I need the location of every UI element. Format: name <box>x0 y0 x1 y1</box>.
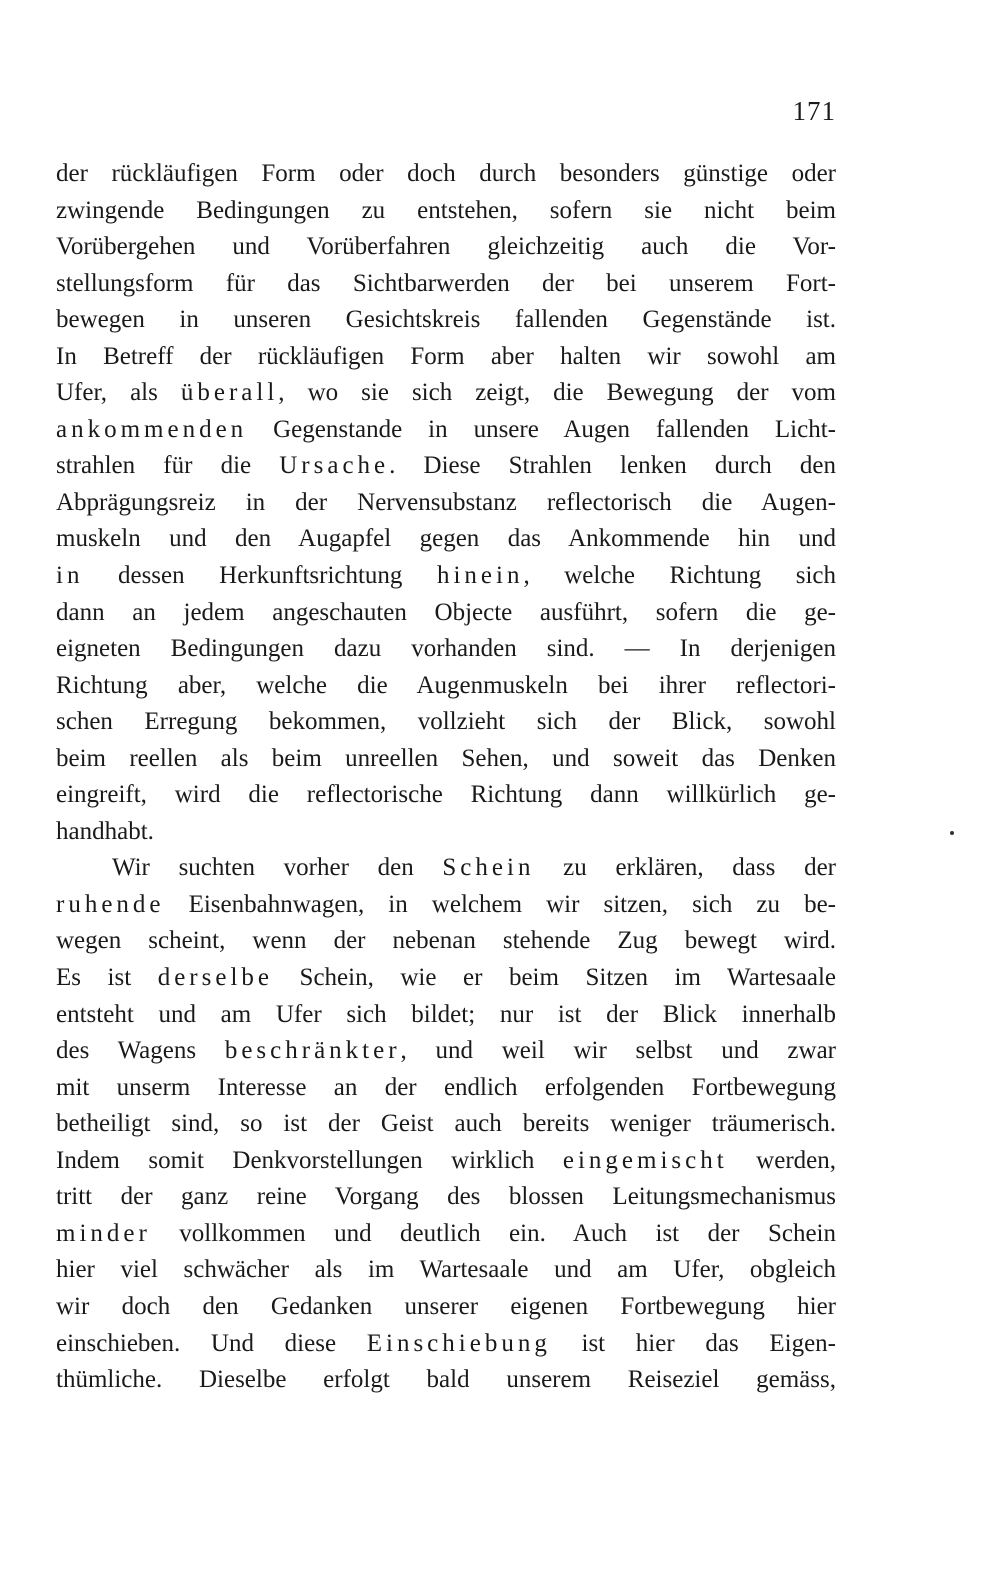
text-line <box>56 375 836 412</box>
text-segment: , und weil wir selbst und zwar <box>400 1037 836 1065</box>
text-segment: der rückläufigen Form oder doch durch besonders günstige oder <box>56 160 836 187</box>
text-segment: dessen Herkunftsrichtung <box>83 562 437 590</box>
text-line <box>56 1252 836 1289</box>
text-line <box>56 412 836 449</box>
text-line <box>56 1289 836 1326</box>
text-segment: Wir suchten vorher den <box>112 854 443 882</box>
text-line <box>56 777 836 814</box>
text-line <box>56 741 836 778</box>
text-segment: mit unserm Interesse an der endlich erfolgenden Fortbewegung <box>56 1073 836 1101</box>
text-line <box>56 887 836 924</box>
text-segment: eingreift, wird die reflectorische Richtung dann willkürlich ge- <box>56 781 836 809</box>
text-segment: bewegen in unseren Gesichtskreis fallenden Gegenstände ist. <box>56 306 836 334</box>
text-segment: Es ist <box>56 964 158 992</box>
text-line <box>56 193 836 230</box>
emphasized-text: Einschiebung <box>366 1329 551 1357</box>
emphasized-text: ruhende <box>56 890 165 918</box>
text-line <box>56 302 836 339</box>
emphasized-text: beschränkter <box>224 1037 401 1065</box>
emphasized-text: minder <box>56 1219 151 1247</box>
emphasized-text: überall <box>180 379 279 407</box>
text-segment: Abprägungsreiz in der Nervensubstanz reflectorisch die Augen- <box>56 488 836 516</box>
text-line <box>56 485 836 522</box>
text-line <box>56 1143 836 1180</box>
text-segment: tritt der ganz reine Vorgang des blossen Leitungsmechanismus <box>56 1183 836 1211</box>
text-segment: strahlen für die <box>56 452 280 480</box>
text-line <box>56 1106 836 1143</box>
emphasized-text: derselbe <box>157 964 273 992</box>
text-segment: beim reellen als beim unreellen Sehen, und soweit das Denken <box>56 744 836 772</box>
text-segment: Vorübergehen und Vorüberfahren gleichzeitig auch die Vor- <box>56 233 836 261</box>
text-line <box>56 229 836 266</box>
text-line <box>56 1326 836 1363</box>
text-segment: stellungsform für das Sichtbarwerden der bei unserem Fort- <box>56 269 836 297</box>
text-segment: Indem somit Denkvorstellungen wirklich <box>56 1146 563 1174</box>
text-line <box>56 1033 836 1070</box>
text-segment: Schein, wie er beim Sitzen im Wartesaale <box>273 964 837 992</box>
text-segment: einschieben. Und diese <box>56 1329 367 1357</box>
text-line <box>56 923 836 960</box>
text-segment: Eisenbahnwagen, in welchem wir sitzen, sich zu be- <box>164 890 836 918</box>
text-segment: des Wagens <box>56 1037 225 1065</box>
page-number: 171 <box>792 96 836 126</box>
text-segment: betheiligt sind, so ist der Geist auch bereits weniger träumerisch. <box>56 1110 836 1138</box>
text-segment: entsteht und am Ufer sich bildet; nur ist der Blick innerhalb <box>56 1000 836 1028</box>
text-line <box>56 631 836 668</box>
text-segment: wegen scheint, wenn der nebenan stehende Zug bewegt wird. <box>56 927 836 955</box>
text-segment: , wo sie sich zeigt, die Bewegung der vom <box>278 379 836 407</box>
text-segment: In Betreff der rückläufigen Form aber halten wir sowohl am <box>56 342 836 370</box>
text-segment: vollkommen und deutlich ein. Auch ist der Schein <box>150 1219 836 1247</box>
text-segment: schen Erregung bekommen, vollzieht sich der Blick, sowohl <box>56 708 836 736</box>
text-line <box>56 1216 836 1253</box>
emphasized-text: hinein <box>436 562 524 590</box>
text-line <box>56 595 836 632</box>
emphasized-text: ankommenden <box>56 415 248 443</box>
emphasized-text: Ursache <box>279 452 390 480</box>
text-line <box>56 266 836 303</box>
text-segment: werden, <box>727 1146 836 1174</box>
text-segment: zu erklären, dass der <box>534 854 836 882</box>
text-segment: . Diese Strahlen lenken durch den <box>389 452 836 480</box>
text-segment: handhabt. <box>56 817 154 845</box>
text-segment: , welche Richtung sich <box>523 562 836 590</box>
text-line <box>56 668 836 705</box>
text-line <box>56 448 836 485</box>
text-segment: dann an jedem angeschauten Objecte ausführt, sofern die ge- <box>56 598 836 626</box>
text-line <box>56 156 836 193</box>
text-segment: Richtung aber, welche die Augenmuskeln bei ihrer reflectori- <box>56 671 836 699</box>
text-segment: eigneten Bedingungen dazu vorhanden sind. — In derjenigen <box>56 635 836 663</box>
text-line <box>56 850 836 887</box>
text-line <box>56 814 836 851</box>
body-text <box>56 156 836 1399</box>
emphasized-text: eingemischt <box>562 1146 728 1174</box>
text-line <box>56 558 836 595</box>
text-line <box>56 1070 836 1107</box>
text-segment: ist hier das Eigen- <box>550 1329 837 1357</box>
margin-mark <box>950 831 954 835</box>
text-line <box>56 521 836 558</box>
text-segment: thümliche. Dieselbe erfolgt bald unserem Reiseziel gemäss, <box>56 1366 836 1394</box>
text-segment: Gegenstande in unsere Augen fallenden Licht- <box>247 415 836 443</box>
text-line <box>56 1179 836 1216</box>
emphasized-text: in <box>56 562 84 590</box>
text-segment: muskeln und den Augapfel gegen das Ankommende hin und <box>56 525 836 553</box>
text-line <box>56 339 836 376</box>
text-line <box>56 1362 836 1399</box>
text-segment: Ufer, als <box>56 379 181 407</box>
text-line <box>56 960 836 997</box>
emphasized-text: Schein <box>442 854 535 882</box>
text-line <box>56 997 836 1034</box>
text-segment: wir doch den Gedanken unserer eigenen Fortbewegung hier <box>56 1292 836 1320</box>
text-line <box>56 704 836 741</box>
text-segment: hier viel schwächer als im Wartesaale und am Ufer, obgleich <box>56 1256 836 1284</box>
text-segment: zwingende Bedingungen zu entstehen, sofern sie nicht beim <box>56 196 836 224</box>
